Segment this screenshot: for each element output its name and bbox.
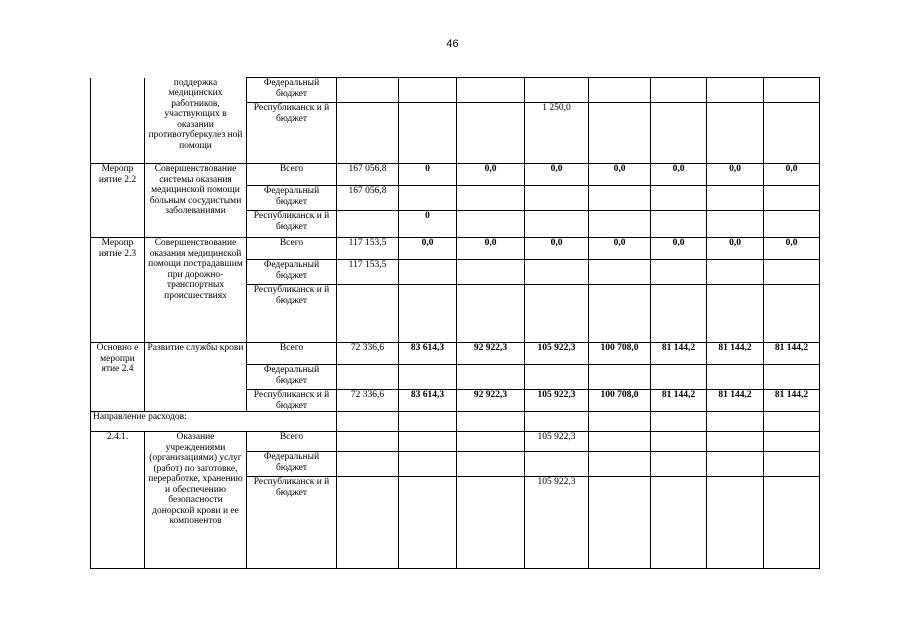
value-cell <box>651 365 707 390</box>
value-cell <box>707 186 764 211</box>
value-cell: 1 250,0 <box>525 103 589 164</box>
value-cell: 83 614,3 <box>399 390 457 412</box>
value-cell <box>707 211 764 238</box>
value-cell <box>707 78 764 103</box>
value-cell <box>525 260 589 285</box>
value-cell <box>764 477 820 569</box>
value-cell <box>399 365 457 390</box>
empty-cell <box>399 412 457 432</box>
funding-source: Республиканск и й бюджет <box>247 211 337 238</box>
value-cell: 117 153,5 <box>337 238 399 260</box>
value-cell <box>399 78 457 103</box>
value-cell: 0 <box>399 211 457 238</box>
value-cell <box>764 211 820 238</box>
value-cell: 100 708,0 <box>589 390 651 412</box>
value-cell: 0,0 <box>457 164 525 186</box>
value-cell: 0,0 <box>707 238 764 260</box>
funding-source: Республиканск и й бюджет <box>247 477 337 569</box>
value-cell <box>764 452 820 477</box>
value-cell <box>457 186 525 211</box>
value-cell: 81 144,2 <box>651 390 707 412</box>
empty-cell <box>525 412 589 432</box>
value-cell <box>337 285 399 343</box>
value-cell <box>589 78 651 103</box>
value-cell <box>337 477 399 569</box>
value-cell <box>651 78 707 103</box>
funding-source: Республиканск и й бюджет <box>247 285 337 343</box>
value-cell: 0,0 <box>457 238 525 260</box>
value-cell <box>707 260 764 285</box>
value-cell <box>764 186 820 211</box>
funding-source: Всего <box>247 164 337 186</box>
value-cell: 83 614,3 <box>399 343 457 365</box>
value-cell <box>589 432 651 452</box>
value-cell: 81 144,2 <box>651 343 707 365</box>
value-cell <box>651 452 707 477</box>
value-cell <box>457 285 525 343</box>
value-cell <box>337 365 399 390</box>
value-cell <box>707 365 764 390</box>
measure-name: поддержка медицинских работников, участвующих в оказании противотуберкулез ной помощи <box>145 78 247 164</box>
value-cell <box>399 103 457 164</box>
value-cell: 0,0 <box>764 238 820 260</box>
value-cell: 0,0 <box>764 164 820 186</box>
value-cell <box>651 285 707 343</box>
value-cell <box>525 186 589 211</box>
value-cell <box>457 432 525 452</box>
funding-source: Федеральный бюджет <box>247 186 337 211</box>
funding-source: Всего <box>247 238 337 260</box>
value-cell <box>525 452 589 477</box>
value-cell <box>457 477 525 569</box>
funding-source: Федеральный бюджет <box>247 452 337 477</box>
value-cell: 105 922,3 <box>525 477 589 569</box>
value-cell: 0,0 <box>525 164 589 186</box>
value-cell <box>457 211 525 238</box>
value-cell <box>707 103 764 164</box>
empty-cell <box>707 412 764 432</box>
value-cell <box>589 365 651 390</box>
value-cell: 0,0 <box>589 164 651 186</box>
value-cell <box>589 260 651 285</box>
page-number: 46 <box>446 38 459 50</box>
value-cell <box>764 432 820 452</box>
table-row <box>91 238 820 260</box>
value-cell: 72 336,6 <box>337 343 399 365</box>
table-row <box>91 343 820 365</box>
value-cell <box>651 211 707 238</box>
value-cell: 0,0 <box>707 164 764 186</box>
value-cell <box>525 211 589 238</box>
measure-name: Развитие службы крови <box>145 343 247 412</box>
funding-source: Федеральный бюджет <box>247 78 337 103</box>
value-cell: 0,0 <box>525 238 589 260</box>
value-cell: 0,0 <box>589 238 651 260</box>
value-cell <box>764 285 820 343</box>
value-cell <box>589 477 651 569</box>
value-cell: 117 153,5 <box>337 260 399 285</box>
value-cell <box>399 285 457 343</box>
measure-cell: Основно е меропри ятие 2.4 <box>91 343 145 412</box>
measure-cell <box>91 78 145 164</box>
value-cell <box>764 78 820 103</box>
empty-cell <box>651 412 707 432</box>
value-cell <box>651 432 707 452</box>
table-row <box>91 164 820 186</box>
value-cell <box>457 365 525 390</box>
value-cell: 167 056,8 <box>337 186 399 211</box>
empty-cell <box>589 412 651 432</box>
value-cell <box>337 211 399 238</box>
table-row <box>91 78 820 103</box>
measure-name: Оказание учреждениями (организациями) услуг (работ) по заготовке, переработке, хранению и обеспечению безопасности донорской крови и ее компонентов <box>145 432 247 569</box>
value-cell: 81 144,2 <box>707 390 764 412</box>
measure-name: Совершенствование системы оказания медицинской помощи больным сосудистыми заболеваниями <box>145 164 247 238</box>
value-cell <box>337 78 399 103</box>
value-cell <box>457 78 525 103</box>
measure-cell: Меропр иятие 2.3 <box>91 238 145 343</box>
value-cell <box>337 103 399 164</box>
value-cell <box>457 452 525 477</box>
value-cell <box>457 260 525 285</box>
value-cell: 0,0 <box>651 164 707 186</box>
value-cell <box>651 103 707 164</box>
value-cell <box>764 365 820 390</box>
value-cell: 105 922,3 <box>525 343 589 365</box>
value-cell <box>589 103 651 164</box>
funding-source: Всего <box>247 343 337 365</box>
table-row <box>91 432 820 452</box>
value-cell: 167 056,8 <box>337 164 399 186</box>
value-cell <box>707 477 764 569</box>
value-cell: 81 144,2 <box>707 343 764 365</box>
value-cell <box>764 103 820 164</box>
value-cell <box>337 452 399 477</box>
value-cell <box>651 186 707 211</box>
funding-source: Федеральный бюджет <box>247 260 337 285</box>
empty-cell <box>457 412 525 432</box>
value-cell: 92 922,3 <box>457 390 525 412</box>
empty-cell <box>764 412 820 432</box>
measure-name: Совершенствование оказания медицинской помощи пострадавшим при дорожно-транспортных происшествиях <box>145 238 247 343</box>
funding-source: Всего <box>247 432 337 452</box>
value-cell: 105 922,3 <box>525 432 589 452</box>
value-cell: 0 <box>399 164 457 186</box>
value-cell: 72 336,6 <box>337 390 399 412</box>
funding-source: Федеральный бюджет <box>247 365 337 390</box>
funding-source: Республиканск и й бюджет <box>247 390 337 412</box>
value-cell <box>399 186 457 211</box>
value-cell <box>589 452 651 477</box>
section-label: Направление расходов: <box>91 412 337 432</box>
measure-cell: Меропр иятие 2.2 <box>91 164 145 238</box>
value-cell <box>399 452 457 477</box>
measure-cell: 2.4.1. <box>91 432 145 569</box>
value-cell <box>337 432 399 452</box>
budget-table <box>90 77 820 569</box>
value-cell <box>651 477 707 569</box>
value-cell: 92 922,3 <box>457 343 525 365</box>
value-cell <box>764 260 820 285</box>
value-cell: 81 144,2 <box>764 343 820 365</box>
funding-source: Республиканск и й бюджет <box>247 103 337 164</box>
value-cell <box>457 103 525 164</box>
value-cell <box>707 432 764 452</box>
value-cell <box>707 452 764 477</box>
value-cell <box>399 432 457 452</box>
value-cell: 105 922,3 <box>525 390 589 412</box>
value-cell: 100 708,0 <box>589 343 651 365</box>
empty-cell <box>337 412 399 432</box>
section-row <box>91 412 820 432</box>
value-cell: 0,0 <box>399 238 457 260</box>
value-cell: 0,0 <box>651 238 707 260</box>
value-cell: 81 144,2 <box>764 390 820 412</box>
value-cell <box>589 285 651 343</box>
value-cell <box>525 78 589 103</box>
value-cell <box>707 285 764 343</box>
value-cell <box>589 211 651 238</box>
value-cell <box>651 260 707 285</box>
value-cell <box>399 260 457 285</box>
value-cell <box>525 285 589 343</box>
value-cell <box>589 186 651 211</box>
value-cell <box>399 477 457 569</box>
value-cell <box>525 365 589 390</box>
